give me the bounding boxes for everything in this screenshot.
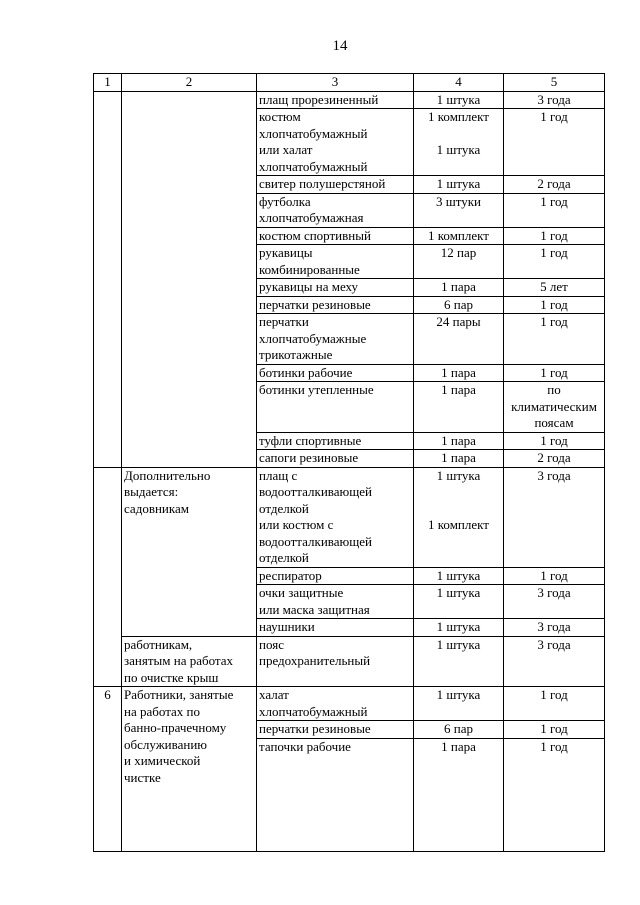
quantity-cell: 6 пар <box>414 296 504 314</box>
row-number-cell: 6 <box>94 687 122 852</box>
item-cell: сапоги резиновые <box>257 450 414 468</box>
item-cell: перчатки резиновые <box>257 721 414 739</box>
item-cell: тапочки рабочие <box>257 738 414 851</box>
quantity-line: 1 штука <box>436 467 481 483</box>
term-cell: 3 года <box>504 585 605 619</box>
header-col-3: 3 <box>257 74 414 92</box>
term-cell: 3 года <box>504 467 605 567</box>
item-cell <box>257 245 414 279</box>
term-cell: 1 год <box>504 296 605 314</box>
quantity-cell <box>414 467 504 567</box>
quantity-cell: 24 пары <box>414 314 504 365</box>
category-line: обслуживанию <box>124 736 208 752</box>
term-cell: 1 год <box>504 364 605 382</box>
term-cell: 2 года <box>504 176 605 194</box>
category-line: занятым на работах <box>124 653 234 668</box>
item-line: отделкой <box>259 500 309 516</box>
quantity-line: 1 комплект <box>428 109 489 124</box>
category-line: Дополнительно <box>124 467 211 483</box>
item-cell: костюм спортивный <box>257 227 414 245</box>
item-line: водоотталкивающей <box>259 484 372 499</box>
term-cell: 3 года <box>504 619 605 637</box>
quantity-cell: 6 пар <box>414 721 504 739</box>
row-number-cell <box>94 91 122 467</box>
term-cell: 2 года <box>504 450 605 468</box>
term-cell: 1 год <box>504 432 605 450</box>
quantity-cell: 12 пар <box>414 245 504 279</box>
term-line: климатическим <box>511 398 597 414</box>
protective-clothing-table <box>93 73 605 852</box>
table-row <box>94 687 605 721</box>
quantity-cell: 1 штука <box>414 619 504 637</box>
table-row <box>94 467 605 567</box>
category-line: банно-прачечному <box>124 720 227 735</box>
header-col-1: 1 <box>94 74 122 92</box>
quantity-cell: 1 пара <box>414 450 504 468</box>
quantity-cell: 1 пара <box>414 738 504 851</box>
item-line: или маска защитная <box>259 601 370 617</box>
quantity-line: 1 комплект <box>428 517 489 532</box>
quantity-cell: 1 пара <box>414 364 504 382</box>
header-col-5: 5 <box>504 74 605 92</box>
quantity-line: 1 штука <box>436 142 481 157</box>
term-line: по <box>547 382 561 397</box>
category-line: и химической <box>124 753 201 768</box>
item-line: рукавицы <box>259 245 313 260</box>
category-line: выдается: <box>124 484 179 499</box>
worker-category-cell <box>122 467 257 636</box>
worker-category-cell <box>122 687 257 852</box>
item-line: предохранительный <box>259 653 371 668</box>
category-line: на работах по <box>124 703 201 719</box>
item-line: футболка <box>259 193 311 209</box>
term-cell: 1 год <box>504 193 605 227</box>
item-cell <box>257 687 414 721</box>
term-cell: 1 год <box>504 245 605 279</box>
item-cell: туфли спортивные <box>257 432 414 450</box>
item-line: пояс <box>259 636 284 652</box>
item-line: хлопчатобумажные <box>259 330 367 346</box>
term-cell: 1 год <box>504 738 605 851</box>
term-cell: 1 год <box>504 687 605 721</box>
item-line: или халат <box>259 142 313 157</box>
item-cell <box>257 467 414 567</box>
row-number-cell <box>94 467 122 687</box>
page-number: 14 <box>332 38 348 54</box>
quantity-cell: 1 комплект <box>414 227 504 245</box>
item-line: отделкой <box>259 550 309 565</box>
item-cell: ботинки утепленные <box>257 382 414 433</box>
item-cell <box>257 636 414 687</box>
item-line: водоотталкивающей <box>259 533 372 549</box>
item-line: или костюм с <box>259 517 334 532</box>
item-line: очки защитные <box>259 585 344 600</box>
item-cell <box>257 585 414 619</box>
term-cell: 1 год <box>504 109 605 176</box>
item-cell <box>257 314 414 365</box>
item-cell: плащ прорезиненный <box>257 91 414 109</box>
quantity-cell: 1 пара <box>414 279 504 297</box>
item-cell: наушники <box>257 619 414 637</box>
item-line: халат <box>259 687 289 702</box>
quantity-cell: 1 пара <box>414 432 504 450</box>
item-line: хлопчатобумажный <box>259 703 368 719</box>
category-line: чистке <box>124 769 161 785</box>
table-header-row <box>94 74 605 92</box>
quantity-cell: 1 штука <box>414 687 504 721</box>
quantity-cell: 1 пара <box>414 382 504 433</box>
item-line: перчатки <box>259 314 309 329</box>
quantity-cell: 1 штука <box>414 91 504 109</box>
header-col-4: 4 <box>414 74 504 92</box>
item-line: трикотажные <box>259 347 333 362</box>
item-line: хлопчатобумажный <box>259 125 368 141</box>
quantity-cell: 3 штуки <box>414 193 504 227</box>
item-line: комбинированные <box>259 261 360 277</box>
term-cell: 3 года <box>504 91 605 109</box>
term-cell: 1 год <box>504 314 605 365</box>
term-cell <box>504 382 605 433</box>
term-cell: 1 год <box>504 721 605 739</box>
item-line: костюм <box>259 109 301 124</box>
item-cell: перчатки резиновые <box>257 296 414 314</box>
worker-category-cell <box>122 636 257 687</box>
quantity-cell: 1 штука <box>414 176 504 194</box>
term-line: поясам <box>534 415 574 430</box>
category-line: работникам, <box>124 636 193 652</box>
item-cell: рукавицы на меху <box>257 279 414 297</box>
item-cell <box>257 193 414 227</box>
quantity-cell: 1 штука <box>414 636 504 687</box>
category-line: по очистке крыш <box>124 669 219 685</box>
category-line: садовникам <box>124 500 189 516</box>
quantity-cell <box>414 109 504 176</box>
term-cell: 5 лет <box>504 279 605 297</box>
term-cell: 1 год <box>504 567 605 585</box>
header-col-2: 2 <box>122 74 257 92</box>
item-line: хлопчатобумажный <box>259 158 368 174</box>
table-row <box>94 636 605 687</box>
item-cell <box>257 109 414 176</box>
worker-category-cell <box>122 91 257 467</box>
quantity-cell: 1 штука <box>414 567 504 585</box>
term-cell: 1 год <box>504 227 605 245</box>
category-line: Работники, занятые <box>124 687 234 702</box>
item-cell: свитер полушерстяной <box>257 176 414 194</box>
item-cell: респиратор <box>257 567 414 585</box>
item-cell: ботинки рабочие <box>257 364 414 382</box>
term-cell: 3 года <box>504 636 605 687</box>
quantity-cell: 1 штука <box>414 585 504 619</box>
item-line: плащ с <box>259 467 298 483</box>
table-row <box>94 91 605 109</box>
item-line: хлопчатобумажная <box>259 210 364 225</box>
